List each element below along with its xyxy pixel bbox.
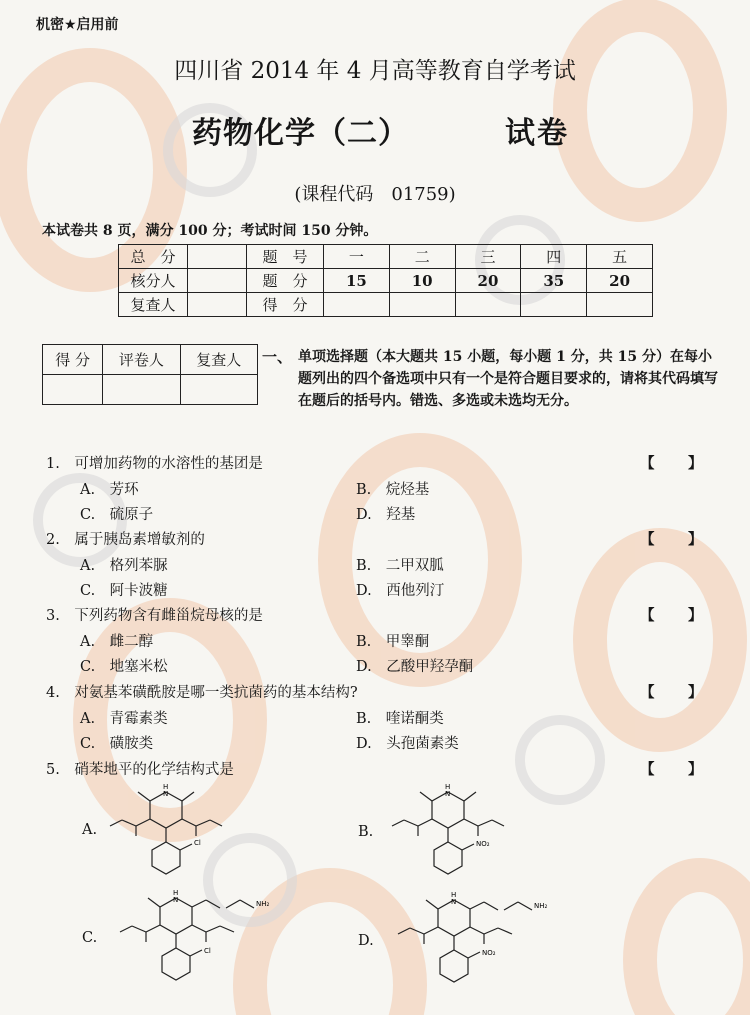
- score-input-cell[interactable]: [455, 293, 521, 317]
- option-a: A. 芳环: [80, 482, 139, 498]
- table-row: [43, 375, 258, 405]
- substituent-label: Cl: [194, 839, 201, 847]
- option-c: C. 磺胺类: [80, 736, 154, 752]
- table-cell: 复查人: [119, 293, 188, 317]
- table-cell: 35: [521, 269, 587, 293]
- answer-bracket[interactable]: 【 】: [640, 761, 703, 778]
- answer-bracket[interactable]: 【 】: [640, 455, 703, 472]
- table-cell: 一: [324, 245, 390, 269]
- svg-text:N: N: [451, 898, 457, 906]
- option-b: B. 甲睾酮: [356, 634, 430, 650]
- svg-text:N: N: [163, 790, 169, 798]
- table-cell: [188, 245, 247, 269]
- structure-a-icon: [100, 778, 260, 890]
- substituent-label: NO₂: [476, 840, 490, 848]
- table-cell: 题 分: [247, 269, 324, 293]
- score-table: [118, 244, 653, 317]
- question-stem: 3. 下列药物含有雌甾烷母核的是: [46, 608, 263, 624]
- table-cell: 评卷人: [103, 345, 180, 375]
- question-stem: 2. 属于胰岛素增敏剂的: [46, 532, 205, 548]
- table-row: [43, 345, 258, 375]
- confidential-label: 机密★启用前: [36, 17, 119, 33]
- grading-table: [42, 344, 258, 405]
- paper-label: 试卷: [505, 116, 569, 151]
- option-c: C. 硫原子: [80, 507, 154, 523]
- answer-bracket[interactable]: 【 】: [640, 531, 703, 548]
- answer-bracket[interactable]: 【 】: [640, 684, 703, 701]
- option-c: C. 地塞米松: [80, 659, 168, 675]
- exam-title-line: 四川省 2014 年 4 月高等教育自学考试: [174, 58, 576, 84]
- score-input-cell[interactable]: [389, 293, 455, 317]
- table-cell: 三: [455, 245, 521, 269]
- option-b: B. 喹诺酮类: [356, 711, 444, 727]
- score-input-cell[interactable]: [180, 375, 257, 405]
- table-cell: 四: [521, 245, 587, 269]
- option-b: B. 烷烃基: [356, 482, 430, 498]
- option-c-label: C.: [82, 930, 98, 946]
- option-d: D. 乙酸甲羟孕酮: [356, 659, 474, 675]
- table-cell: 二: [389, 245, 455, 269]
- table-cell: 复查人: [180, 345, 257, 375]
- table-cell: 核分人: [119, 269, 188, 293]
- option-b-label: B.: [358, 824, 374, 840]
- n-atom: H: [163, 783, 169, 791]
- table-cell: 15: [324, 269, 390, 293]
- table-cell: 总 分: [119, 245, 188, 269]
- score-input-cell[interactable]: [103, 375, 180, 405]
- n-atom: H: [445, 783, 451, 791]
- amine-label: NH₂: [256, 900, 270, 908]
- question-stem: 1. 可增加药物的水溶性的基团是: [46, 456, 263, 472]
- answer-bracket[interactable]: 【 】: [640, 607, 703, 624]
- table-row: [119, 293, 653, 317]
- n-atom: H: [173, 889, 179, 897]
- option-a: A. 青霉素类: [80, 711, 168, 727]
- table-cell: 10: [389, 269, 455, 293]
- option-b: B. 二甲双胍: [356, 558, 444, 574]
- score-input-cell[interactable]: [521, 293, 587, 317]
- amine-label: NH₂: [534, 902, 548, 910]
- structure-c-icon: [100, 884, 300, 996]
- table-cell: [188, 293, 247, 317]
- question-stem: 4. 对氨基苯磺酰胺是哪一类抗菌药的基本结构?: [46, 685, 358, 701]
- option-d: D. 西他列汀: [356, 583, 445, 599]
- section-instructions: 单项选择题（本大题共 15 小题，每小题 1 分，共 15 分）在每小题列出的四个备选项中只有一个是符合题目要求的，请将其代码填写在题后的括号内。错选、多选或未选均无分。: [298, 349, 718, 409]
- table-cell: 得 分: [247, 293, 324, 317]
- option-d: D. 羟基: [356, 507, 416, 523]
- substituent-label: NO₂: [482, 949, 496, 957]
- exam-info: 本试卷共 8 页，满分 100 分；考试时间 150 分钟。: [42, 223, 378, 239]
- option-d: D. 头孢菌素类: [356, 736, 459, 752]
- option-a: A. 格列苯脲: [80, 558, 168, 574]
- course-title: 药物化学（二）: [192, 116, 409, 151]
- score-input-cell[interactable]: [587, 293, 653, 317]
- score-input-cell[interactable]: [324, 293, 390, 317]
- structure-b-icon: [378, 778, 538, 890]
- option-a-label: A.: [82, 822, 98, 838]
- table-cell: 20: [587, 269, 653, 293]
- table-row: [119, 269, 653, 293]
- structure-d-icon: [378, 886, 578, 998]
- question-stem: 5. 硝苯地平的化学结构式是: [46, 762, 234, 778]
- table-row: [119, 245, 653, 269]
- option-d-label: D.: [358, 933, 374, 949]
- table-cell: 20: [455, 269, 521, 293]
- section-number: 一、: [262, 348, 293, 366]
- svg-text:N: N: [173, 896, 179, 904]
- table-cell: 五: [587, 245, 653, 269]
- table-cell: [188, 269, 247, 293]
- n-atom: H: [451, 891, 457, 899]
- option-c: C. 阿卡波糖: [80, 583, 168, 599]
- table-cell: 得 分: [43, 345, 103, 375]
- score-input-cell[interactable]: [43, 375, 103, 405]
- table-cell: 题 号: [247, 245, 324, 269]
- option-a: A. 雌二醇: [80, 634, 154, 650]
- course-code: (课程代码 01759): [294, 184, 456, 205]
- svg-text:N: N: [445, 790, 451, 798]
- substituent-label: Cl: [204, 947, 211, 955]
